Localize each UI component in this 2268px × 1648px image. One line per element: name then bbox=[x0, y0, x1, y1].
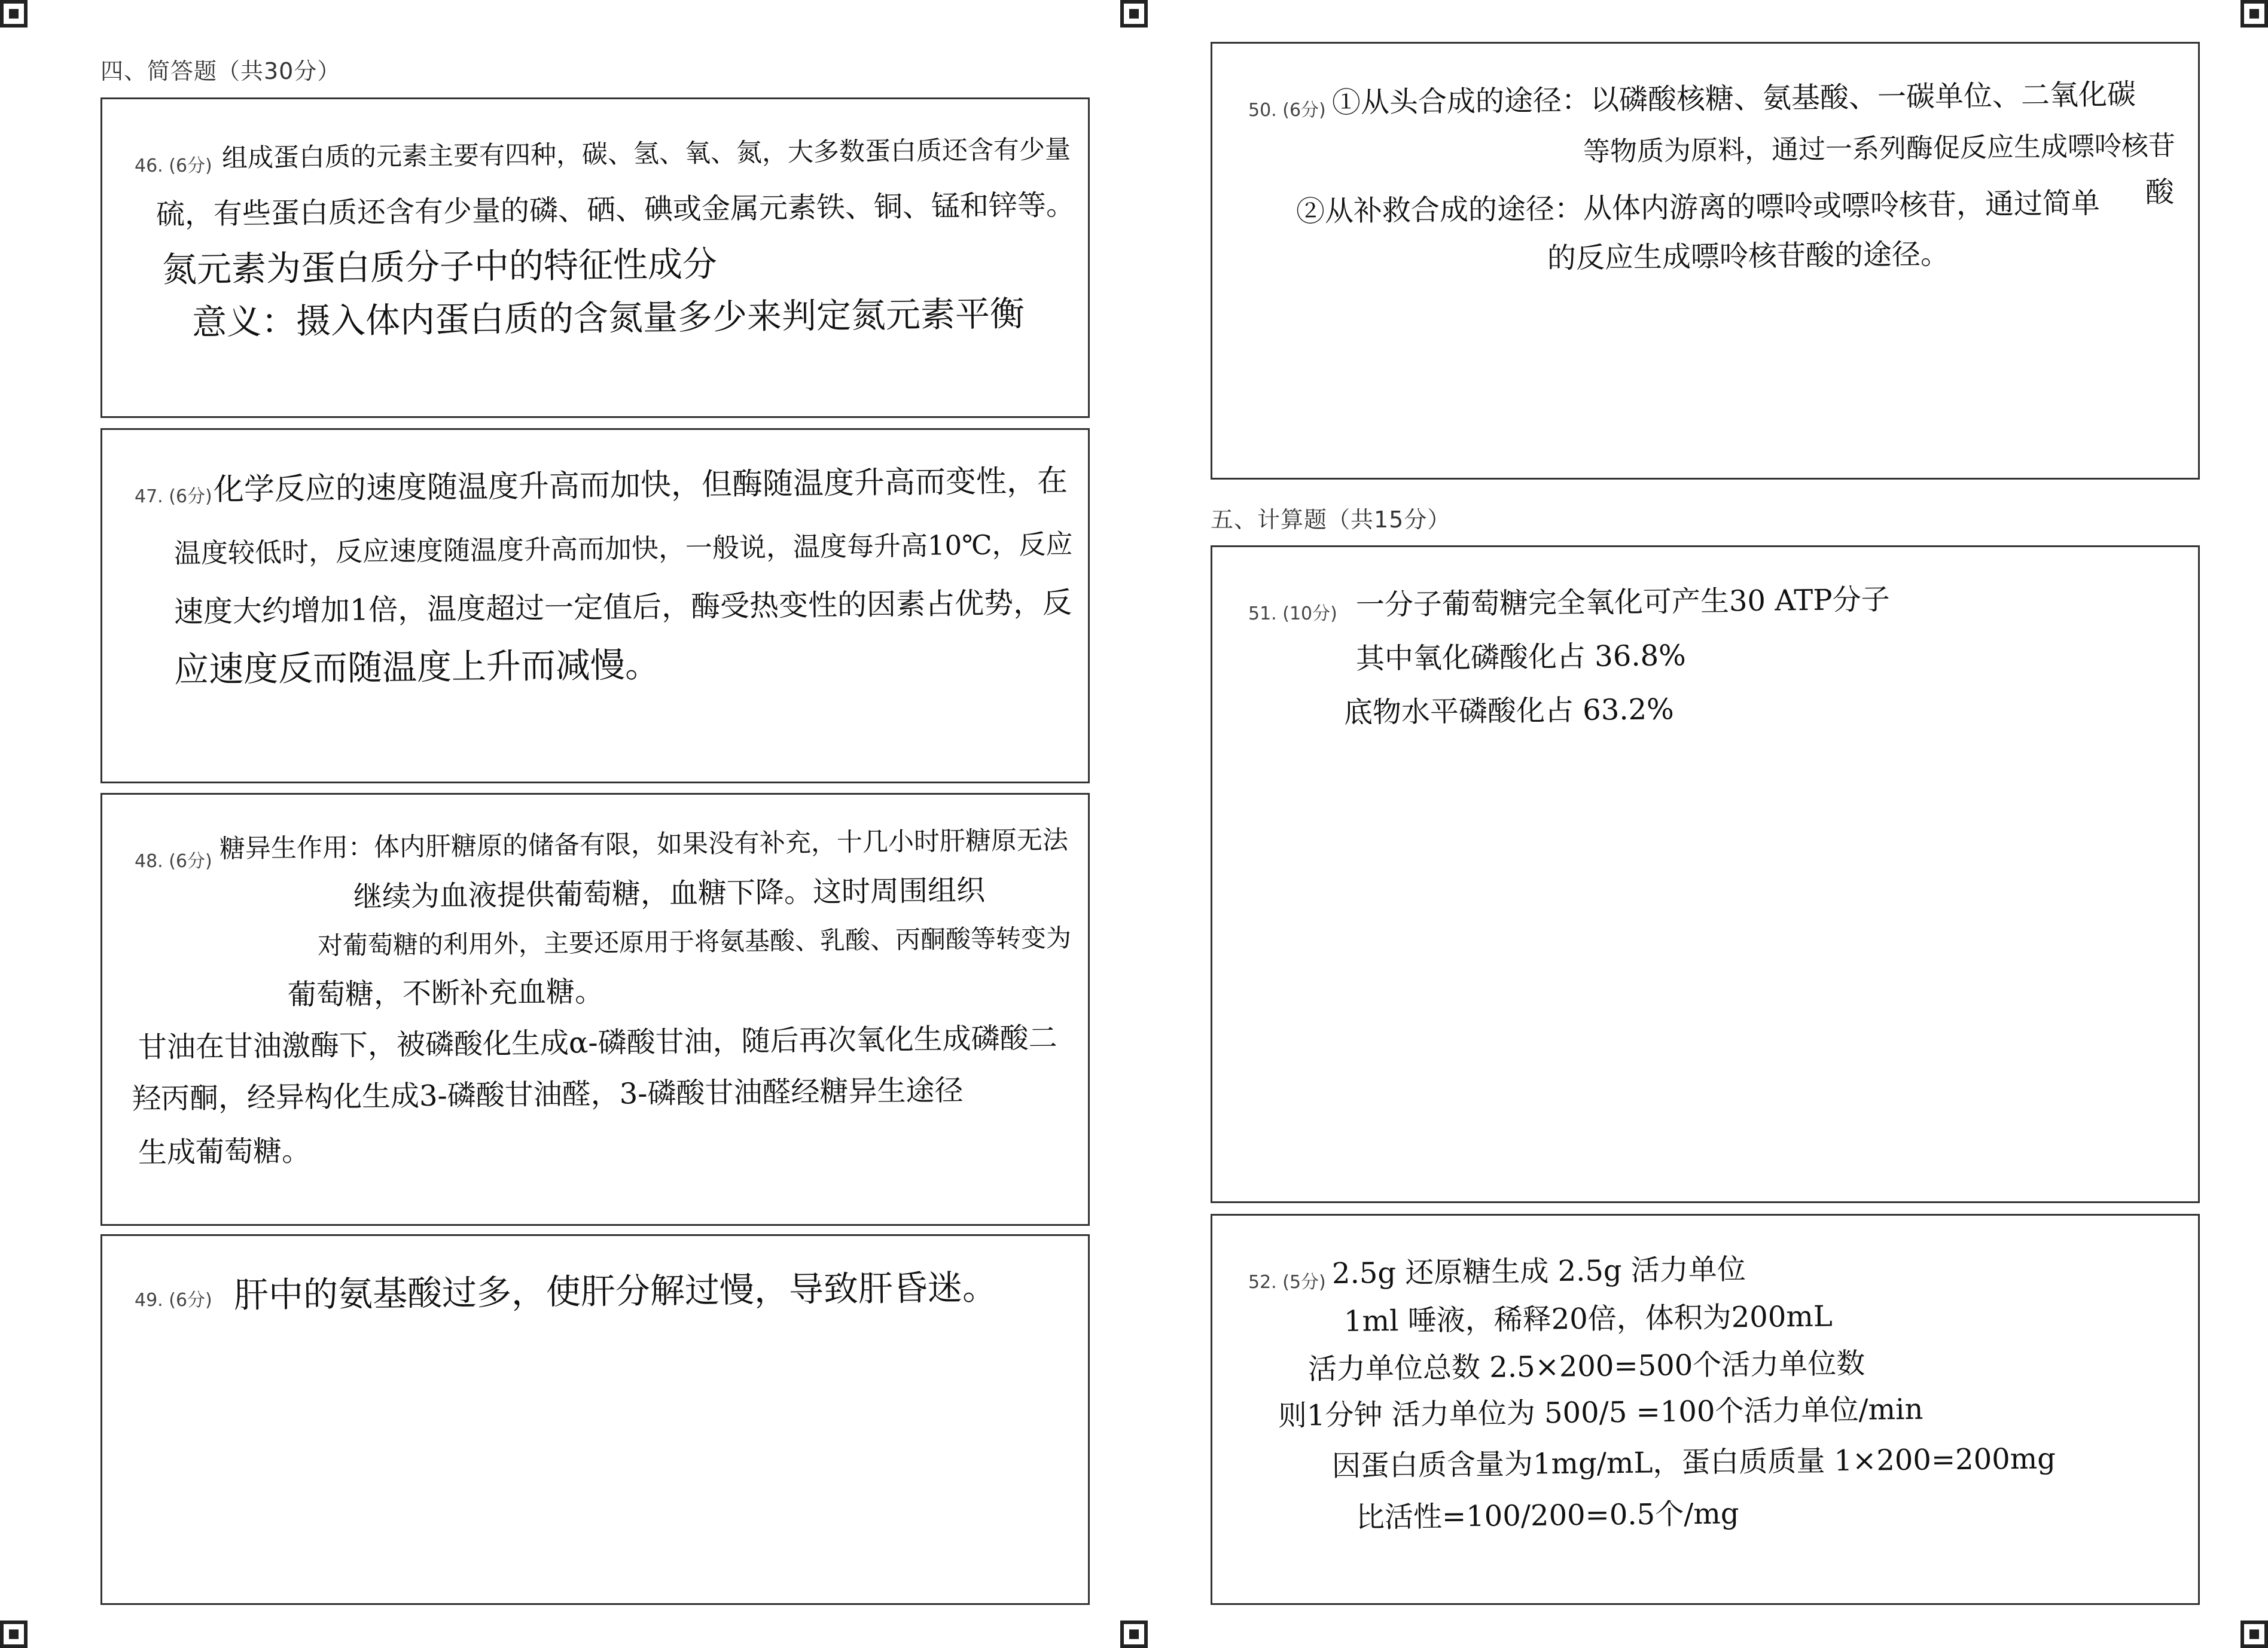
section-title-short-answer: 四、简答题（共30分） bbox=[100, 58, 341, 84]
section-title-calculation: 五、计算题（共15分） bbox=[1211, 506, 1451, 533]
question-number-52: 52. (5分) bbox=[1248, 1272, 1326, 1293]
answer-48-line-2: 继续为血液提供葡萄糖，血糖下降。这时周围组织 bbox=[353, 873, 986, 914]
registration-mark-top-center bbox=[1120, 0, 1148, 28]
answer-46-line-4: 意义：摄入体内蛋白质的含氮量多少来判定氮元素平衡 bbox=[191, 293, 1025, 343]
answer-51-line-2: 其中氧化磷酸化占 36.8% bbox=[1355, 639, 1687, 676]
answer-46-line-1: 组成蛋白质的元素主要有四种，碳、氢、氧、氮，大多数蛋白质还含有少量 bbox=[221, 135, 1071, 173]
answer-52-line-4: 则1分钟 活力单位为 500/5 =100个活力单位/min bbox=[1278, 1392, 1923, 1433]
answer-box-52 bbox=[1211, 1214, 2200, 1605]
answer-box-48 bbox=[100, 793, 1090, 1226]
answer-50-line-3: 酸 bbox=[2145, 175, 2175, 209]
registration-mark-top-right bbox=[2240, 0, 2268, 28]
answer-51-line-1: 一分子葡萄糖完全氧化可产生30 ATP分子 bbox=[1355, 582, 1890, 622]
answer-48-line-6: 羟丙酮，经异构化生成3-磷酸甘油醛，3-磷酸甘油醛经糖异生途径 bbox=[132, 1073, 964, 1116]
answer-box-47 bbox=[100, 428, 1090, 783]
answer-52-line-6: 比活性=100/200=0.5个/mg bbox=[1355, 1497, 1739, 1534]
question-number-49: 49. (6分) bbox=[135, 1290, 212, 1311]
registration-mark-bottom-center bbox=[1120, 1620, 1148, 1648]
answer-47-line-1: 化学反应的速度随温度升高而加快，但酶随温度升高而变性，在 bbox=[213, 463, 1068, 508]
answer-box-50 bbox=[1211, 42, 2200, 480]
registration-mark-bottom-right bbox=[2240, 1620, 2268, 1648]
answer-51-line-3: 底物水平磷酸化占 63.2% bbox=[1343, 692, 1675, 730]
question-number-50: 50. (6分) bbox=[1248, 100, 1326, 121]
answer-46-line-3: 氮元素为蛋白质分子中的特征性成分 bbox=[161, 243, 718, 290]
answer-50-line-1: ①从头合成的途径：以磷酸核糖、氨基酸、一碳单位、二氧化碳 bbox=[1331, 77, 2136, 120]
answer-50-line-4: ②从补救合成的途径：从体内游离的嘌呤或嘌呤核苷，通过简单 bbox=[1295, 186, 2101, 228]
answer-50-line-5: 的反应生成嘌呤核苷酸的途径。 bbox=[1547, 237, 1950, 275]
answer-49-line-1: 肝中的氨基酸过多，使肝分解过慢，导致肝昏迷。 bbox=[233, 1266, 998, 1316]
answer-46-line-2: 硫，有些蛋白质还含有少量的磷、硒、碘或金属元素铁、铜、锰和锌等。 bbox=[156, 188, 1075, 231]
answer-box-46 bbox=[100, 97, 1090, 418]
answer-box-49 bbox=[100, 1234, 1090, 1605]
answer-48-line-3: 对葡萄糖的利用外，主要还原用于将氨基酸、乳酸、丙酮酸等转变为 bbox=[317, 923, 1072, 960]
answer-48-line-1: 糖异生作用：体内肝糖原的储备有限，如果没有补充，十几小时肝糖原无法 bbox=[219, 825, 1069, 864]
question-number-47: 47. (6分) bbox=[135, 486, 212, 507]
answer-52-line-3: 活力单位总数 2.5×200=500个活力单位数 bbox=[1307, 1347, 1865, 1386]
answer-47-line-3: 速度大约增加1倍，温度超过一定值后，酶受热变性的因素占优势，反 bbox=[173, 585, 1072, 629]
registration-mark-bottom-left bbox=[0, 1620, 28, 1648]
answer-47-line-4: 应速度反而随温度上升而减慢。 bbox=[173, 644, 660, 690]
question-number-51: 51. (10分) bbox=[1248, 603, 1337, 624]
answer-52-line-5: 因蛋白质含量为1mg/mL，蛋白质质量 1×200=200mg bbox=[1331, 1442, 2056, 1483]
answer-52-line-1: 2.5g 还原糖生成 2.5g 活力单位 bbox=[1331, 1252, 1746, 1290]
answer-48-line-7: 生成葡萄糖。 bbox=[138, 1134, 311, 1170]
answer-48-line-5: 甘油在甘油激酶下，被磷酸化生成α-磷酸甘油，随后再次氧化生成磷酸二 bbox=[138, 1021, 1057, 1064]
registration-mark-top-left bbox=[0, 0, 28, 28]
answer-box-51 bbox=[1211, 545, 2200, 1203]
question-number-48: 48. (6分) bbox=[135, 851, 212, 872]
question-number-46: 46. (6分) bbox=[135, 155, 212, 176]
answer-47-line-2: 温度较低时，反应速度随温度升高而加快，一般说，温度每升高10℃，反应 bbox=[173, 528, 1073, 569]
answer-52-line-2: 1ml 唾液，稀释20倍，体积为200mL bbox=[1343, 1299, 1833, 1338]
answer-50-line-2: 等物质为原料，通过一系列酶促反应生成嘌呤核苷 bbox=[1583, 129, 2176, 167]
answer-48-line-4: 葡萄糖，不断补充血糖。 bbox=[287, 975, 604, 1012]
